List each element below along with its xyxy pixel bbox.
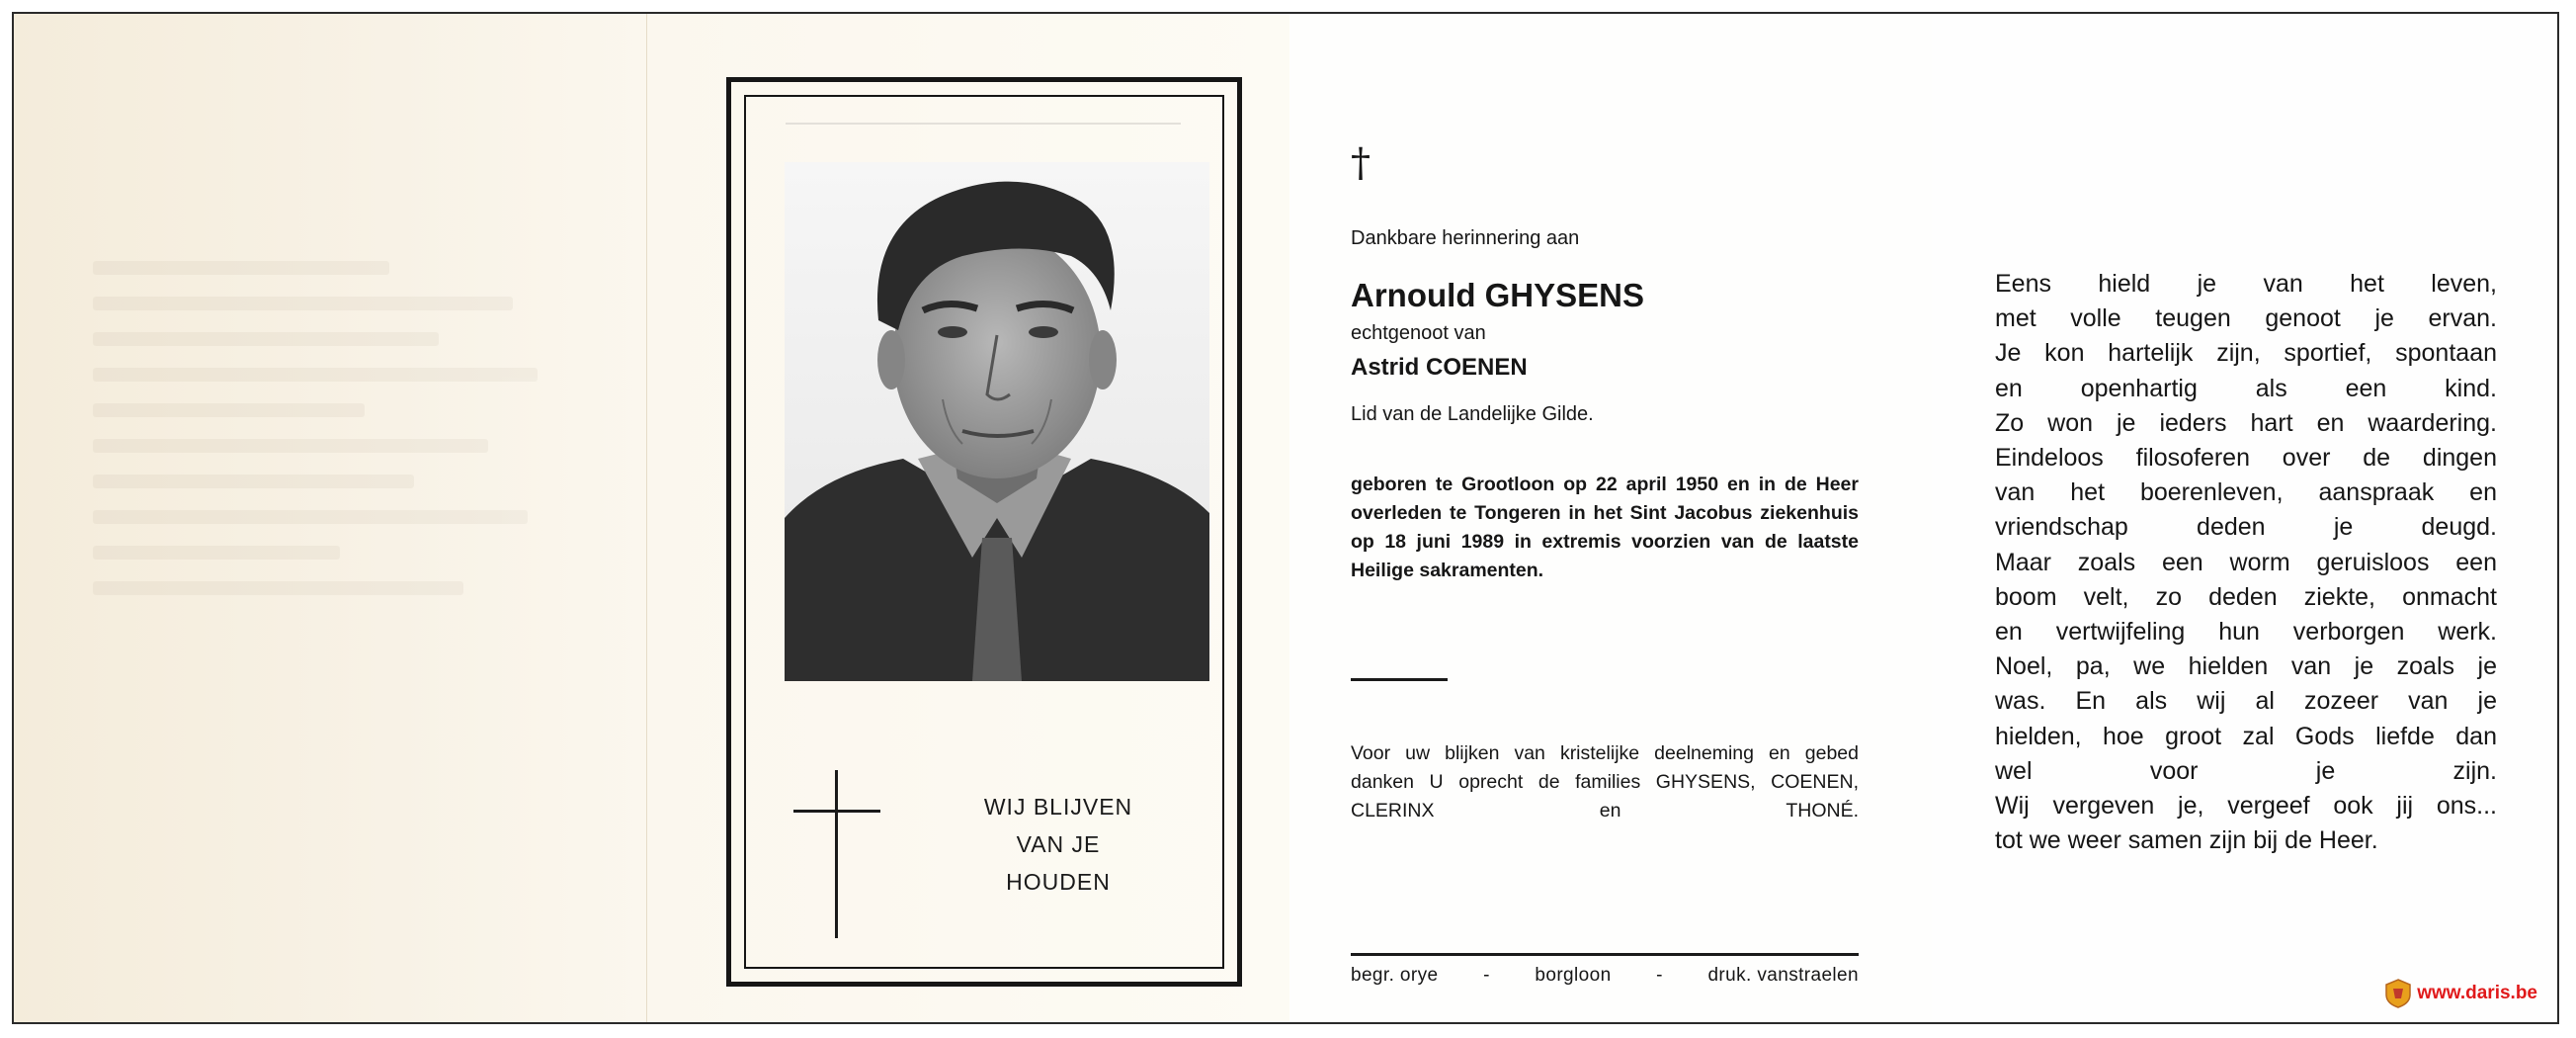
poem-line: tot we weer samen zijn bij de Heer. bbox=[1995, 826, 2378, 855]
portrait-illustration bbox=[785, 162, 1209, 681]
photo-panel bbox=[647, 14, 1289, 1022]
portrait-photo bbox=[785, 162, 1209, 681]
poem-line: Noel, pa, we hielden van je zoals je bbox=[1995, 652, 2497, 681]
poem-line: wel voor je zijn. bbox=[1995, 756, 2497, 785]
poem-line: was. En als wij al zozeer van je bbox=[1995, 687, 2497, 716]
poem-line: Zo won je ieders hart en waardering. bbox=[1995, 408, 2497, 437]
footer-undertaker: begr. orye bbox=[1351, 965, 1439, 986]
memorial-card-scan bbox=[12, 12, 2559, 1024]
poem-line: van het boerenleven, aanspraak en bbox=[1995, 478, 2497, 507]
cross-icon-horizontal bbox=[793, 810, 880, 813]
poem-panel bbox=[1932, 14, 2559, 1022]
poem-line: Eindeloos filosoferen over de dingen bbox=[1995, 444, 2497, 473]
dagger-icon: † bbox=[1351, 140, 1371, 186]
poem-line: boom velt, zo deden ziekte, onmacht bbox=[1995, 582, 2497, 611]
cross-icon-vertical bbox=[835, 770, 838, 938]
poem-line: en vertwijfeling hun verborgen werk. bbox=[1995, 618, 2497, 647]
thanks-paragraph: Voor uw blijken van kristelijke deelneming en gebed danken U oprecht de families GHYSENS, COENEN, CLERINX en THONÉ. bbox=[1351, 742, 1859, 822]
show-through-texture bbox=[93, 261, 587, 617]
separator-rule bbox=[1351, 678, 1448, 681]
poem-line: Wij vergeven je, vergeef ook jij ons... bbox=[1995, 792, 2497, 821]
memorial-motto bbox=[930, 788, 1187, 901]
footer-separator: - bbox=[1656, 965, 1663, 986]
obituary-text-panel bbox=[1289, 14, 1932, 1022]
poem-line: vriendschap deden je deugd. bbox=[1995, 513, 2497, 542]
blank-back-panel bbox=[14, 14, 647, 1022]
poem-line: hielden, hoe groot zal Gods liefde dan bbox=[1995, 722, 2497, 750]
poem-line: Maar zoals een worm geruisloos een bbox=[1995, 548, 2497, 576]
biography-paragraph: geboren te Grootloon op 22 april 1950 en in de Heer overleden te Tongeren in het Sint Jacobus ziekenhuis op 18 juni 1989 in extremis voorzien van de laatste Heilige sakramenten. bbox=[1351, 474, 1859, 581]
footer-separator: - bbox=[1483, 965, 1490, 986]
watermark bbox=[2385, 979, 2537, 1008]
motto-line: WIJ BLIJVEN bbox=[983, 794, 1133, 820]
intro-line: Dankbare herinnering aan bbox=[1351, 227, 1580, 249]
memorial-poem bbox=[1995, 267, 2497, 858]
decorative-rule bbox=[786, 123, 1181, 125]
motto-line: HOUDEN bbox=[1006, 869, 1111, 895]
spouse-label: echtgenoot van bbox=[1351, 322, 1486, 344]
footer-rule bbox=[1351, 953, 1859, 956]
printer-footer bbox=[1351, 965, 1859, 987]
poem-line: en openhartig als een kind. bbox=[1995, 374, 2497, 402]
spouse-name: Astrid COENEN bbox=[1351, 354, 1528, 381]
membership-line: Lid van de Landelijke Gilde. bbox=[1351, 403, 1594, 425]
poem-line: met volle teugen genoot je ervan. bbox=[1995, 304, 2497, 333]
motto-line: VAN JE bbox=[1016, 831, 1101, 857]
watermark-text: www.daris.be bbox=[2417, 983, 2537, 1003]
watermark-logo-icon bbox=[2385, 979, 2411, 1008]
deceased-name: Arnould GHYSENS bbox=[1351, 277, 1645, 313]
footer-printer: druk. vanstraelen bbox=[1707, 965, 1859, 986]
poem-line: Je kon hartelijk zijn, sportief, spontaan bbox=[1995, 339, 2497, 368]
poem-line: Eens hield je van het leven, bbox=[1995, 270, 2497, 298]
footer-town: borgloon bbox=[1535, 965, 1612, 986]
